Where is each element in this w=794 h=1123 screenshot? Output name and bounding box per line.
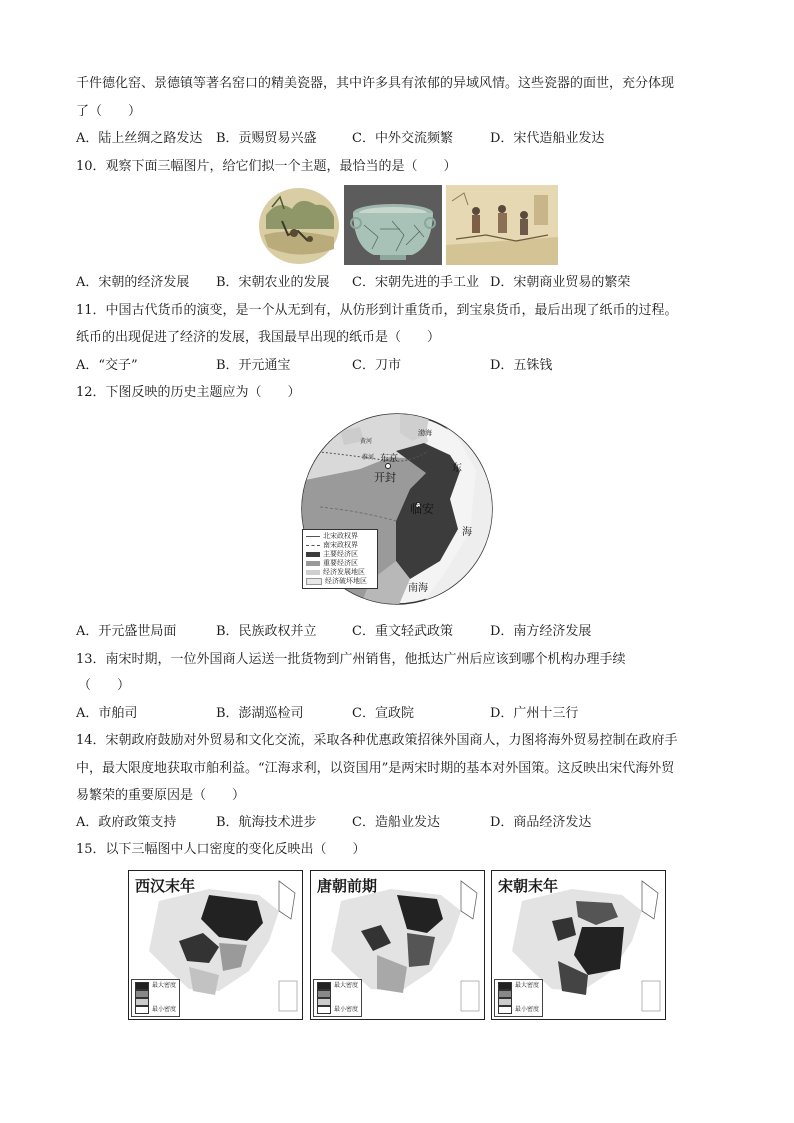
q12-option-d[interactable]: D．南方经济发展 <box>490 624 592 639</box>
map-label-nanhai: 南海 <box>408 583 428 594</box>
legend-main-economic-zone: 主要经济区 <box>323 550 358 558</box>
q10-option-b[interactable]: B．宋朝农业的发展 <box>216 275 330 290</box>
q14-option-b[interactable]: B．航海技术进步 <box>216 815 317 830</box>
q14-option-a[interactable]: A．政府政策支持 <box>76 815 177 830</box>
population-map-early-tang <box>310 870 485 1020</box>
painting-image <box>258 185 340 265</box>
map-title-late-song: 宋朝末年 <box>498 877 559 895</box>
q14-stem-line3: 易繁荣的重要原因是（ ） <box>76 788 246 803</box>
map-label-huanghe: 黄河 <box>360 438 373 445</box>
map-label-dong: 东 <box>452 463 462 474</box>
porcelain-image <box>344 185 442 265</box>
q13-option-c[interactable]: C．宣政院 <box>352 706 414 721</box>
q11-option-c[interactable]: C．刀市 <box>352 358 401 373</box>
map-title-western-han: 西汉末年 <box>135 877 196 895</box>
q10-option-d[interactable]: D．宋朝商业贸易的繁荣 <box>490 275 631 290</box>
map-label-huaihe: 淮河 <box>362 454 375 461</box>
q10-stem: 10．观察下面三幅图片，给它们拟一个主题，最恰当的是（ ） <box>76 159 457 174</box>
q11-stem-line1: 11．中国古代货币的演变，是一个从无到有，从仿形到计重货币，到宝泉货币，最后出现了纸币的过程。 <box>76 303 678 318</box>
q10-option-a[interactable]: A．宋朝的经济发展 <box>76 275 190 290</box>
population-map-late-song <box>491 870 666 1020</box>
q11-option-a[interactable]: A．“交子” <box>76 358 138 373</box>
q12-stem: 12．下图反映的历史主题应为（ ） <box>76 385 301 400</box>
legend-developing-region: 经济发展地区 <box>323 568 365 576</box>
map-legend-late-song <box>494 979 543 1017</box>
q9-stem-line2: 了（ ） <box>76 104 142 119</box>
scroll-painting-image <box>446 185 558 265</box>
map-label-bohai: 渤海 <box>418 429 432 437</box>
q9-option-b[interactable]: B．贡赐贸易兴盛 <box>216 131 317 146</box>
q11-option-d[interactable]: D．五铢钱 <box>490 358 553 373</box>
q11-option-b[interactable]: B．开元通宝 <box>216 358 291 373</box>
song-economy-map <box>300 411 494 607</box>
q11-stem-line2: 纸币的出现促进了经济的发展，我国最早出现的纸币是（ ） <box>76 330 441 345</box>
q9-option-d[interactable]: D．宋代造船业发达 <box>490 131 605 146</box>
q13-stem-line1: 13．南宋时期，一位外国商人运送一批货物到广州销售，他抵达广州后应该到哪个机构办理手续 <box>76 652 626 667</box>
population-map-western-han <box>128 870 303 1020</box>
q13-option-b[interactable]: B．澎湖巡检司 <box>216 706 304 721</box>
legend-min-density: 最小密度 <box>152 1006 177 1013</box>
legend-north-song-border: 北宋政权界 <box>323 532 358 540</box>
legend-min-density: 最小密度 <box>515 1006 540 1013</box>
q10-option-c[interactable]: C．宋朝先进的手工业 <box>352 275 479 290</box>
q14-option-c[interactable]: C．造船业发达 <box>352 815 440 830</box>
q9-option-a[interactable]: A．陆上丝绸之路发达 <box>76 131 203 146</box>
q12-option-b[interactable]: B．民族政权并立 <box>216 624 317 639</box>
legend-max-density: 最大密度 <box>152 982 177 989</box>
map-label-dongjing: 东京 <box>380 454 399 464</box>
q13-stem-line2: （ ） <box>78 678 131 693</box>
map-title-early-tang: 唐朝前期 <box>317 877 378 895</box>
q14-stem-line1: 14．宋朝政府鼓励对外贸易和文化交流，采取各种优惠政策招徕外国商人，力图将海外贸易控制在政府手 <box>76 733 678 748</box>
q15-stem: 15．以下三幅图中人口密度的变化反映出（ ） <box>76 842 366 857</box>
q12-option-a[interactable]: A．开元盛世局面 <box>76 624 177 639</box>
legend-max-density: 最大密度 <box>334 982 359 989</box>
q9-stem-line1: 千件德化窑、景德镇等著名窑口的精美瓷器，其中许多具有浓郁的异域风情。这些瓷器的面世，充分体现 <box>76 76 675 91</box>
q9-option-c[interactable]: C．中外交流频繁 <box>352 131 453 146</box>
q12-option-c[interactable]: C．重文轻武政策 <box>352 624 453 639</box>
q13-option-a[interactable]: A．市舶司 <box>76 706 138 721</box>
map-label-hai: 海 <box>462 527 472 538</box>
map-legend-western-han <box>131 979 180 1017</box>
legend-south-song-border: 南宋政权界 <box>323 541 358 549</box>
map-label-kaifeng: 开封 <box>374 471 396 484</box>
legend-min-density: 最小密度 <box>334 1006 359 1013</box>
map-legend <box>302 529 378 589</box>
legend-max-density: 最大密度 <box>515 982 540 989</box>
q14-stem-line2: 中，最大限度地获取市舶利益。“江海求利，以资国用”是两宋时期的基本对外国策。这反映出宋代海外贸 <box>76 761 675 776</box>
q13-option-d[interactable]: D．广州十三行 <box>490 706 579 721</box>
map-label-linan: 临安 <box>410 502 435 516</box>
legend-important-economic-zone: 重要经济区 <box>323 559 358 567</box>
map-legend-early-tang <box>313 979 362 1017</box>
legend-damaged-region: 经济破坏地区 <box>325 577 367 585</box>
q14-option-d[interactable]: D．商品经济发达 <box>490 815 592 830</box>
